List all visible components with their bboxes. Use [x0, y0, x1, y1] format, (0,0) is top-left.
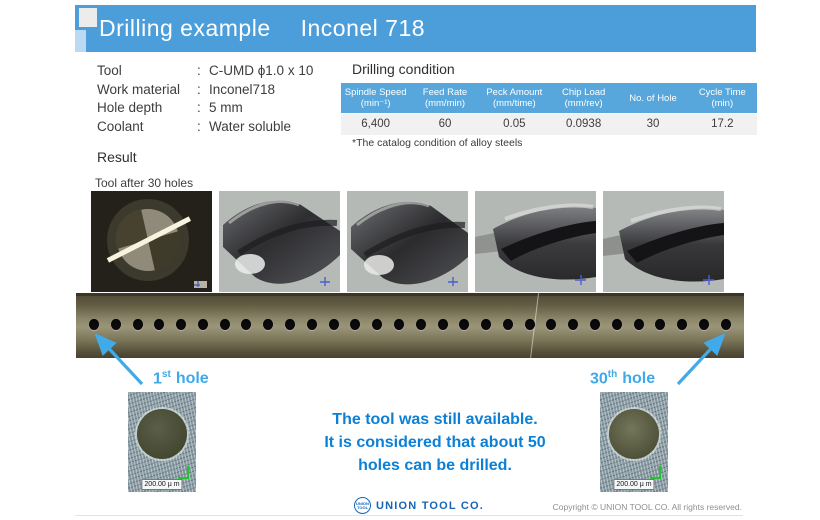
drilling-condition-table — [341, 83, 757, 135]
copyright-text: Copyright © UNION TOOL CO. All rights reserved. — [552, 502, 742, 512]
spec-separator: : — [197, 118, 201, 134]
table-header-no-of-hole: No. of Hole — [629, 92, 677, 104]
drilled-hole — [220, 319, 230, 330]
drilled-hole — [350, 319, 360, 330]
drilled-hole — [241, 319, 251, 330]
tool-spec-list — [97, 62, 313, 136]
scale-caption: 200.00 μ m — [613, 479, 654, 490]
drill-side-photo-3 — [475, 191, 596, 292]
conclusion-text: The tool was still available. It is considered that about 50 holes can be drilled. — [324, 411, 546, 474]
value-peck-amount: 0.05 — [503, 118, 526, 130]
hole-circle — [137, 409, 187, 459]
title-deco-square-blue — [75, 30, 86, 52]
drilled-hole — [438, 319, 448, 330]
hole-circle — [609, 409, 659, 459]
spec-separator: : — [197, 81, 201, 97]
page-title-material: Inconel 718 — [300, 15, 426, 41]
spec-row-coolant — [97, 118, 313, 137]
table-header-chip-load: Chip Load (mm/rev) — [561, 87, 606, 109]
table-header-feed-rate: Feed Rate (mm/min) — [422, 87, 468, 109]
table-header-cycle-time: Cycle Time (min) — [698, 87, 746, 109]
first-hole-label: 1st hole — [153, 369, 209, 388]
last-hole-closeup-photo — [600, 392, 668, 492]
strip-edge — [76, 293, 744, 296]
spec-row-tool — [97, 62, 313, 81]
spec-label: Work material — [97, 81, 181, 97]
spec-label: Coolant — [97, 118, 144, 134]
drilled-hole — [394, 319, 404, 330]
drill-tip-face-photo — [91, 191, 212, 292]
table-header-spindle-speed: Spindle Speed (min⁻¹) — [344, 87, 407, 109]
drilled-hole — [89, 319, 99, 330]
scale-mark-icon — [178, 466, 189, 479]
drilled-hole — [133, 319, 143, 330]
tool-photo-row — [91, 191, 724, 292]
first-hole-closeup-photo — [128, 392, 196, 492]
spec-row-hole-depth — [97, 99, 313, 118]
first-hole-arrow-icon — [90, 334, 150, 389]
footer-logo — [354, 497, 484, 514]
drilled-hole — [590, 319, 600, 330]
drilled-hole — [612, 319, 622, 330]
hole-row — [89, 319, 731, 330]
page-title: Drilling example — [99, 15, 271, 41]
drill-side-photo-4 — [603, 191, 724, 292]
drilled-hole — [481, 319, 491, 330]
title-deco-square-gray — [79, 8, 97, 27]
drilled-hole — [503, 319, 513, 330]
drilled-hole — [699, 319, 709, 330]
spec-value: 5 mm — [209, 100, 243, 115]
drilled-hole — [372, 319, 382, 330]
last-hole-arrow-icon — [668, 334, 728, 389]
drilled-hole — [285, 319, 295, 330]
drilling-condition-heading: Drilling condition — [352, 61, 455, 77]
drilled-hole — [525, 319, 535, 330]
spec-separator: : — [197, 63, 201, 78]
drilled-hole — [416, 319, 426, 330]
drilled-hole — [176, 319, 186, 330]
spec-label: Tool — [97, 63, 122, 78]
drill-side-photo-1 — [219, 191, 340, 292]
drilled-hole — [307, 319, 317, 330]
value-feed-rate: 60 — [438, 118, 452, 130]
tool-after-30-holes-label: Tool after 30 holes — [95, 176, 194, 190]
drilled-hole — [677, 319, 687, 330]
drilled-hole — [198, 319, 208, 330]
value-chip-load: 0.0938 — [566, 118, 602, 130]
drilled-hole — [111, 319, 121, 330]
workpiece-strip-photo — [76, 293, 744, 358]
value-cycle-time: 17.2 — [711, 118, 734, 130]
table-value-row — [341, 113, 757, 135]
drilled-hole — [634, 319, 644, 330]
drilled-hole — [329, 319, 339, 330]
scale-caption: 200.00 μ m — [141, 479, 182, 490]
drilled-hole — [459, 319, 469, 330]
value-spindle-speed: 6,400 — [361, 118, 391, 130]
table-header-row — [341, 83, 757, 113]
table-footnote: *The catalog condition of alloy steels — [352, 137, 523, 149]
drilled-hole — [154, 319, 164, 330]
spec-row-work-material — [97, 81, 313, 100]
value-no-of-hole: 30 — [646, 118, 660, 130]
result-heading: Result — [97, 149, 137, 165]
union-tool-logo-icon: UNION TOOL — [354, 497, 371, 514]
drilled-hole — [546, 319, 556, 330]
drilled-hole — [655, 319, 665, 330]
spec-separator: : — [197, 100, 201, 115]
scale-mark-icon — [650, 466, 661, 479]
drilled-hole — [568, 319, 578, 330]
drilled-hole — [721, 319, 731, 330]
last-hole-label: 30th hole — [590, 369, 656, 388]
spec-value: Water soluble — [209, 118, 292, 134]
spec-value: Inconel718 — [209, 81, 276, 97]
drilled-hole — [263, 319, 273, 330]
drill-side-photo-2 — [347, 191, 468, 292]
spec-value: C-UMD ϕ1.0 x 10 — [209, 63, 314, 78]
table-header-peck-amount: Peck Amount (mm/time) — [486, 87, 543, 109]
footer-company-name: UNION TOOL CO. — [376, 499, 485, 512]
spec-label: Hole depth — [97, 100, 163, 115]
title-bar — [75, 5, 756, 52]
bottom-divider — [75, 515, 743, 516]
